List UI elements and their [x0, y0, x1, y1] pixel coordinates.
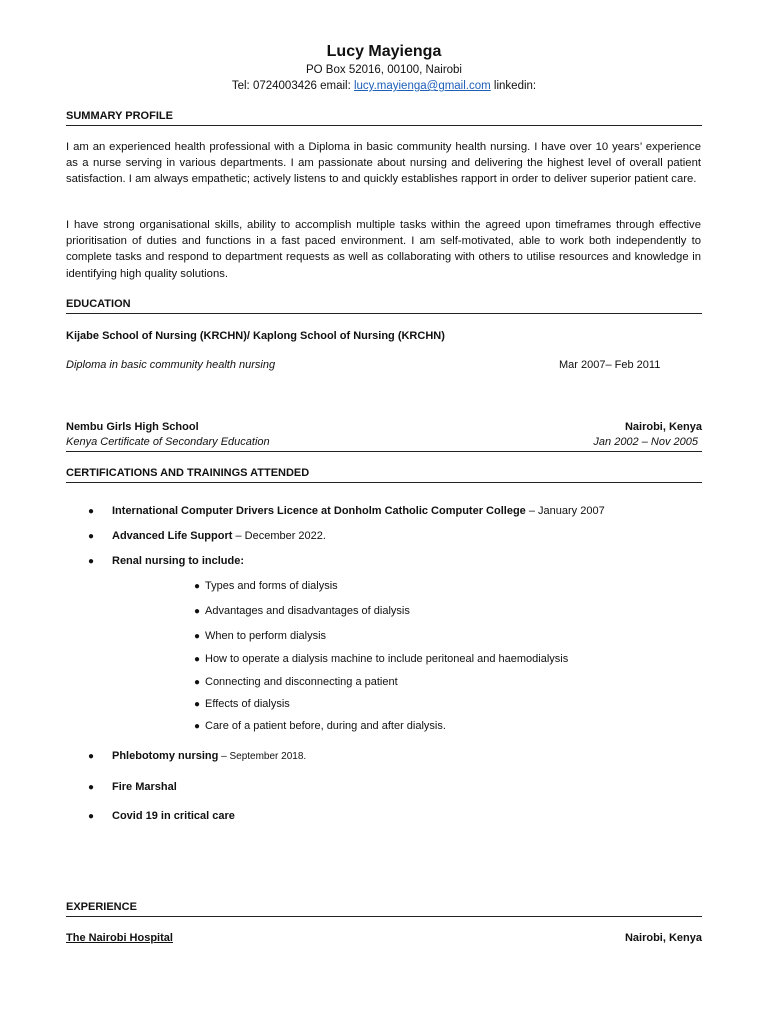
- summary-paragraph-1: I am an experienced health professional with a Diploma in basic community health nursing. I have over 10 years’ experience as a nurse serving in various departments. I am passionate about nursing and delivering the highest level of overall patient satisfaction. I am always empathetic; actively listens to and quickly establishes rapport in order to deliver superior patient care.: [66, 141, 701, 186]
- course-1: Diploma in basic community health nursing: [66, 359, 276, 371]
- section-divider: [66, 916, 702, 917]
- contact-line: [0, 80, 768, 92]
- section-divider: [66, 125, 702, 126]
- school-1: Kijabe School of Nursing (KRCHN)/ Kaplong School of Nursing (KRCHN): [66, 330, 445, 342]
- bullet-icon: ●: [88, 506, 95, 517]
- cert-als: Advanced Life Support – December 2022.: [112, 530, 326, 542]
- employer-location: Nairobi, Kenya: [624, 932, 702, 944]
- dates-1: Mar 2007– Feb 2011: [559, 359, 661, 371]
- renal-item: Effects of dialysis: [205, 698, 290, 710]
- renal-item: Care of a patient before, during and after dialysis.: [205, 720, 446, 732]
- dates-2: Jan 2002 – Nov 2005: [593, 436, 698, 448]
- bullet-icon: ●: [194, 606, 201, 617]
- email-link[interactable]: lucy.mayienga@gmail.com: [353, 80, 491, 92]
- bullet-icon: ●: [194, 631, 201, 642]
- tel-label: Tel: 0724003426 email:: [231, 80, 354, 92]
- candidate-name: Lucy Mayienga: [326, 43, 442, 60]
- bullet-icon: ●: [194, 581, 201, 592]
- renal-item: Advantages and disadvantages of dialysis: [205, 605, 410, 617]
- cert-fire-marshal: Fire Marshal: [112, 781, 177, 793]
- bullet-icon: ●: [194, 654, 201, 665]
- experience-heading: EXPERIENCE: [66, 901, 137, 913]
- summary-paragraph-2: I have strong organisational skills, ability to accomplish multiple tasks within the agreed upon timeframes through effective prioritisation of duties and functions in a fast paced environment. I am self-motivated, able to work both independently to complete tasks and respond to department requests as well as collaborating with others to utilise resources and knowledge in identifying high quality solutions.: [66, 219, 701, 280]
- bullet-icon: ●: [88, 811, 95, 822]
- course-2: Kenya Certificate of Secondary Education: [66, 436, 270, 448]
- bullet-icon: ●: [88, 751, 95, 762]
- section-divider: [66, 451, 702, 452]
- bullet-icon: ●: [194, 677, 201, 688]
- linkedin-label: linkedin:: [493, 80, 537, 92]
- bullet-icon: ●: [194, 721, 201, 732]
- certifications-heading: CERTIFICATIONS AND TRAININGS ATTENDED: [66, 467, 310, 479]
- bullet-icon: ●: [88, 531, 95, 542]
- education-heading: EDUCATION: [66, 298, 131, 310]
- location-2: Nairobi, Kenya: [624, 421, 702, 433]
- section-divider: [66, 313, 702, 314]
- renal-item: Connecting and disconnecting a patient: [205, 676, 398, 688]
- renal-item: Types and forms of dialysis: [205, 580, 338, 592]
- cert-renal: Renal nursing to include:: [112, 555, 245, 567]
- employer-name: The Nairobi Hospital: [66, 932, 173, 944]
- section-divider: [66, 482, 702, 483]
- postal-address: PO Box 52016, 00100, Nairobi: [306, 64, 462, 76]
- bullet-icon: ●: [88, 782, 95, 793]
- cert-covid: Covid 19 in critical care: [112, 810, 235, 822]
- bullet-icon: ●: [88, 556, 95, 567]
- cert-icdl: International Computer Drivers Licence at Donholm Catholic Computer College – January 2007: [112, 505, 605, 517]
- renal-item: How to operate a dialysis machine to include peritoneal and haemodialysis: [205, 653, 569, 665]
- bullet-icon: ●: [194, 699, 201, 710]
- summary-heading: SUMMARY PROFILE: [66, 110, 173, 122]
- school-2: Nembu Girls High School: [66, 421, 199, 433]
- cert-phlebotomy: Phlebotomy nursing – September 2018.: [112, 750, 307, 762]
- renal-item: When to perform dialysis: [205, 630, 327, 642]
